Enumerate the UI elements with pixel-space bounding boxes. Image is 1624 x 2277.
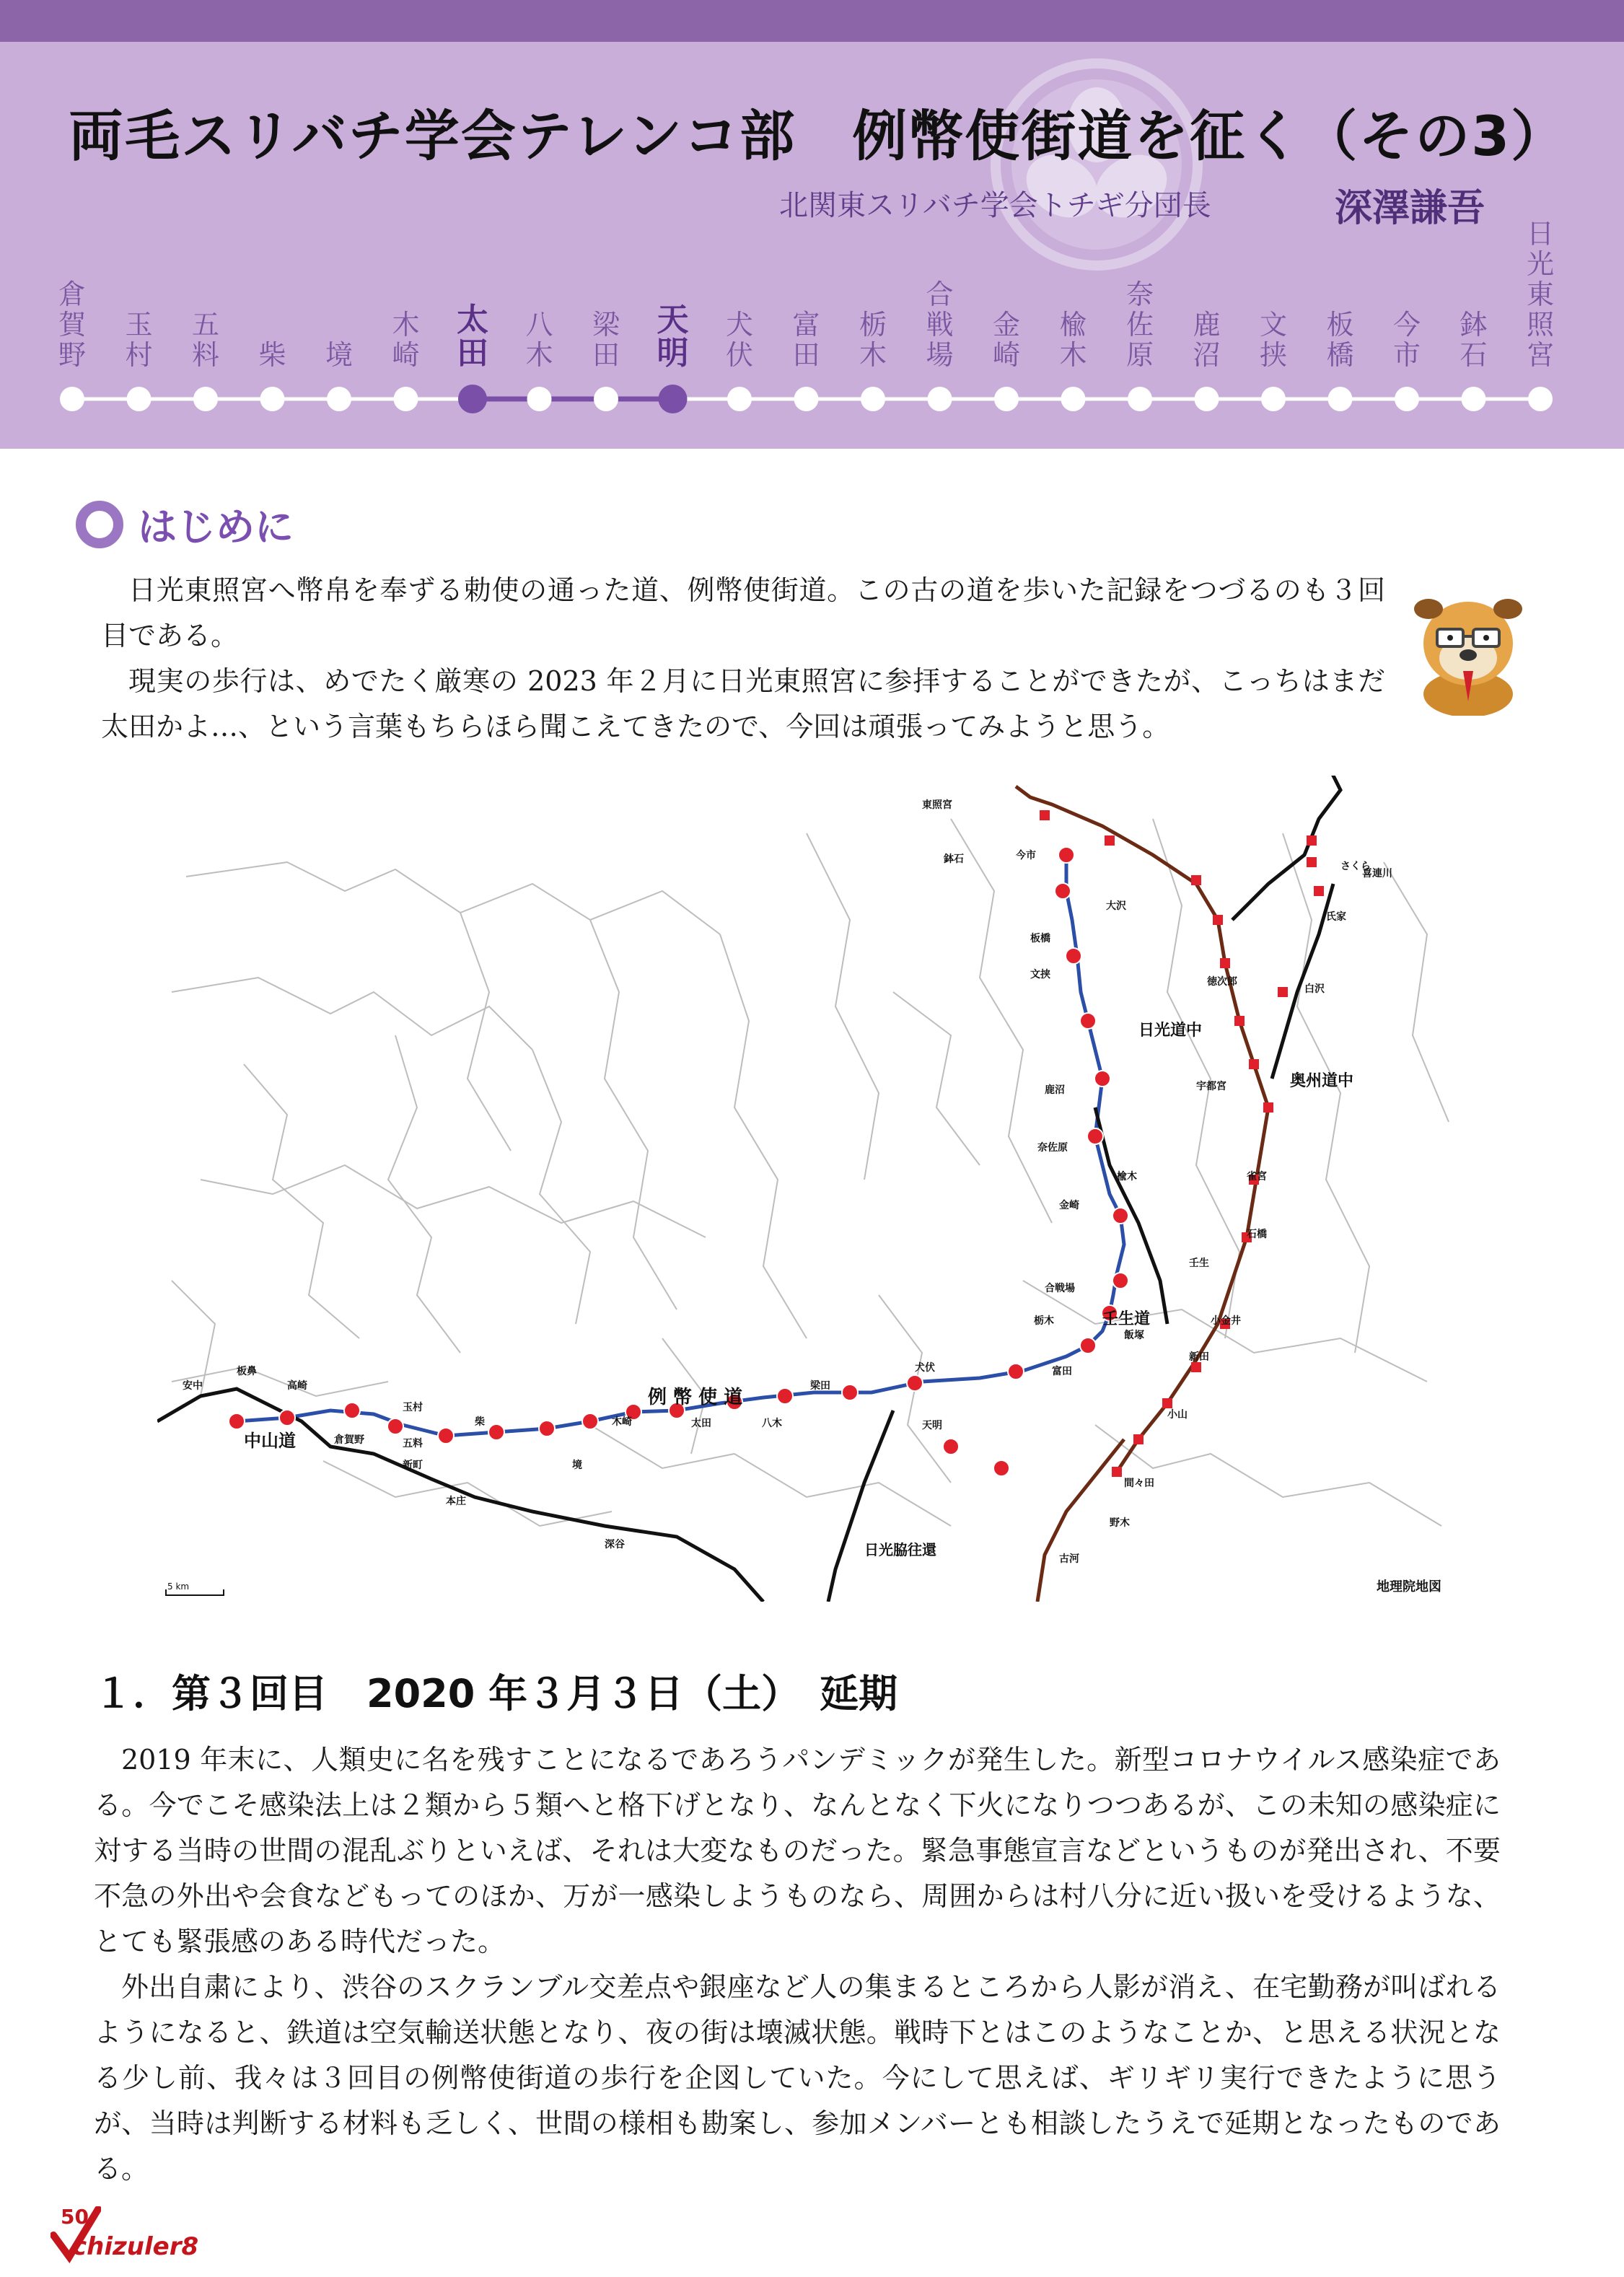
station-dot: [1195, 387, 1219, 411]
post-town-marker: [907, 1375, 923, 1391]
post-town-marker: [1008, 1364, 1024, 1379]
map-station-label: 間々田: [1124, 1478, 1154, 1489]
ring-bullet-icon: [76, 501, 123, 548]
nikko-dochu-label: 日光道中: [1138, 1022, 1203, 1040]
post-town-marker: [1080, 1013, 1096, 1029]
nikko-wakiokan-label: 日光脇往還: [864, 1541, 936, 1558]
station-dot: [727, 387, 752, 411]
intro-heading: [76, 496, 294, 552]
station-label: 楡木: [1059, 309, 1087, 371]
map-station-label: 境: [572, 1460, 582, 1471]
post-town-marker: [387, 1418, 403, 1434]
map-station-label: 板橋: [1030, 933, 1050, 944]
station-label: 犬伏: [725, 309, 753, 371]
station-dot: [60, 387, 84, 411]
station-dot: [861, 387, 885, 411]
map-station-label: 八木: [762, 1418, 782, 1429]
post-town-marker: [1112, 1208, 1128, 1224]
map-station-label: 楡木: [1117, 1171, 1137, 1183]
author-affiliation: 北関東スリバチ学会トチギ分団長: [779, 189, 1211, 222]
mibu-road-label: 壬生道: [1102, 1310, 1151, 1328]
station-dot: [260, 387, 285, 411]
station-dot: [794, 387, 819, 411]
station-dot: [127, 387, 152, 411]
post-town-marker: [993, 1460, 1009, 1476]
station-square-marker: [1112, 1467, 1122, 1477]
reiheishi-route-label: 例 幣 使 道: [648, 1387, 743, 1408]
station-label: 倉賀野: [58, 278, 86, 371]
map-station-label: 文挟: [1030, 969, 1050, 980]
map-station-label: 今市: [1016, 850, 1036, 861]
map-station-label: 高崎: [287, 1380, 307, 1392]
map-station-label: 氏家: [1326, 911, 1346, 923]
map-station-label: 壬生: [1189, 1258, 1209, 1269]
scale-label: 5 km: [167, 1581, 190, 1592]
station-label: 板橋: [1326, 309, 1354, 371]
station-label: 日光東照宮: [1526, 218, 1554, 371]
station-dot: [1128, 387, 1152, 411]
station-label: 八木: [525, 309, 553, 371]
post-town-marker: [1066, 948, 1081, 964]
map-station-label: 栃木: [1034, 1315, 1054, 1327]
map-station-label: 東照宮: [922, 799, 952, 811]
page-footer: [51, 2199, 209, 2264]
station-dot: [1261, 387, 1286, 411]
intro-paragraph-1: 日光東照宮へ幣帛を奉ずる勅使の通った道、例幣使街道。この古の道を歩いた記録をつづるのも３回目である。: [101, 574, 1385, 651]
map-station-label: 白沢: [1304, 983, 1325, 995]
map-station-label: 宇都宮: [1196, 1081, 1226, 1092]
station-label: 木崎: [392, 309, 420, 371]
map-station-label: 板鼻: [237, 1366, 257, 1377]
station-dot: [327, 387, 351, 411]
map-station-label: 奈佐原: [1037, 1142, 1068, 1154]
station-square-marker: [1040, 810, 1050, 820]
station-dot: [994, 387, 1019, 411]
post-town-marker: [943, 1439, 959, 1455]
map-station-label: 合戦場: [1045, 1283, 1075, 1294]
map-station-label: 金崎: [1059, 1200, 1079, 1211]
intro-paragraph-2: 現実の歩行は、めでたく厳寒の 2023 年２月に日光東照宮に参拝することができたが、こっちはまだ太田かよ…、という言葉もちらほら聞こえてきたので、今回は頑張ってみようと思う。: [101, 665, 1385, 742]
map-station-label: 安中: [183, 1380, 203, 1392]
station-label: 太田: [457, 302, 488, 372]
map-station-label: 本庄: [446, 1496, 466, 1507]
station-route-strip: [0, 0, 1624, 449]
station-dot: [659, 385, 688, 413]
station-square-marker: [1191, 1362, 1201, 1372]
map-station-label: 天明: [922, 1420, 942, 1431]
station-dot: [1328, 387, 1353, 411]
station-label: 栃木: [859, 309, 887, 371]
station-square-marker: [1307, 857, 1317, 867]
station-label: 玉村: [125, 309, 153, 371]
section-1-paragraph-1: 2019 年末に、人類史に名を残すことになるであろうパンデミックが発生した。新型コロナウイルス感染症である。今でこそ感染法上は２類から５類へと格下げとなり、なんとなく下火になりつつあるが、この未知の感染症に対する当時の世間の混乱ぶりといえば、それは大変なものだった。緊急事態宣言などというものが発出され、不要不急の外出や会食などもってのほか、万が一感染しようものなら、周囲からは村八分に近い扱いを受けるような、とても緊張感のある時代だった。: [94, 1744, 1501, 1957]
station-dot: [594, 387, 618, 411]
section-1-paragraph-2: 外出自粛により、渋谷のスクランブル交差点や銀座など人の集まるところから人影が消え、在宅勤務が叫ばれるようになると、鉄道は空気輸送状態となり、夜の街は壊滅状態。戦時下とはこのようなことか、と思える状況となる少し前、我々は３回目の例幣使街道の歩行を企図していた。今にして思えば、ギリギリ実行できたように思うが、当時は判断する材料も乏しく、世間の様相も勘案し、参加メンバーとも相談したうえで延期となったものである。: [94, 1971, 1501, 2185]
post-town-marker: [777, 1388, 793, 1404]
post-town-marker: [539, 1421, 555, 1436]
station-label: 天明: [657, 302, 689, 372]
map-station-label: 深谷: [605, 1539, 625, 1550]
station-square-marker: [1234, 1016, 1245, 1026]
map-station-label: 五料: [403, 1438, 423, 1449]
station-label: 境: [325, 339, 353, 371]
route-map: [157, 776, 1456, 1602]
post-town-marker: [344, 1403, 360, 1418]
station-square-marker: [1314, 886, 1324, 896]
post-town-marker: [1080, 1338, 1096, 1354]
post-town-marker: [582, 1413, 598, 1429]
map-station-label: 玉村: [403, 1402, 423, 1413]
map-station-label: 雀宮: [1247, 1171, 1267, 1183]
station-label: 富田: [792, 309, 820, 371]
station-square-marker: [1213, 915, 1223, 925]
map-station-label: 大沢: [1106, 900, 1126, 912]
page-number: 50: [61, 2205, 89, 2229]
section-1-heading: １．第３回目 2020 年３月３日（土） 延期: [94, 1671, 898, 1716]
map-station-label: 小山: [1167, 1409, 1188, 1421]
station-square-marker: [1278, 987, 1288, 997]
post-town-marker: [1058, 847, 1074, 863]
map-station-label: 木崎: [612, 1416, 632, 1428]
map-station-label: 新田: [1189, 1351, 1209, 1363]
station-square-marker: [1263, 1102, 1273, 1113]
map-station-label: 鹿沼: [1045, 1084, 1065, 1096]
station-dot: [1395, 387, 1419, 411]
magazine-brand: chizuler8: [72, 2232, 199, 2261]
map-station-label: 新町: [403, 1460, 423, 1471]
station-label: 奈佐原: [1125, 278, 1154, 371]
station-label: 合戦場: [926, 278, 954, 371]
page-title: 両毛スリバチ学会テレンコ部 例幣使街道を征く（その3）: [69, 104, 1568, 168]
station-label: 梁田: [592, 309, 620, 371]
post-town-marker: [1112, 1273, 1128, 1289]
station-label: 金崎: [992, 309, 1020, 371]
station-square-marker: [1220, 958, 1230, 968]
station-label: 柴: [258, 339, 286, 371]
bulldog-mascot-icon: [1414, 586, 1522, 716]
station-dot: [458, 385, 487, 413]
map-station-label: 柴: [475, 1416, 485, 1428]
map-station-label: 古河: [1059, 1553, 1079, 1565]
post-town-marker: [438, 1428, 454, 1444]
station-dot: [394, 387, 418, 411]
station-label: 文挟: [1259, 309, 1287, 371]
nakasendo-label: 中山道: [244, 1431, 296, 1451]
map-station-label: 喜連川: [1362, 868, 1392, 879]
station-square-marker: [1191, 875, 1201, 885]
post-town-marker: [1087, 1128, 1103, 1144]
map-station-label: 石橋: [1247, 1229, 1267, 1240]
station-square-marker: [1133, 1434, 1144, 1444]
intro-heading-text: はじめに: [138, 504, 294, 550]
station-dot: [1061, 387, 1086, 411]
map-station-label: 小金井: [1211, 1315, 1241, 1327]
station-square-marker: [1105, 835, 1115, 846]
post-town-marker: [1094, 1071, 1110, 1087]
map-credit: 地理院地図: [1377, 1579, 1441, 1594]
map-station-label: 飯塚: [1124, 1330, 1144, 1341]
station-square-marker: [1307, 835, 1317, 846]
map-station-label: 野木: [1110, 1517, 1130, 1529]
oshu-dochu-label: 奥州道中: [1290, 1072, 1354, 1090]
author-name: 深澤謙吾: [1335, 187, 1485, 230]
post-town-marker: [488, 1424, 504, 1440]
station-label: 五料: [191, 309, 219, 371]
station-label: 今市: [1392, 309, 1421, 371]
station-square-marker: [1249, 1059, 1259, 1069]
post-town-marker: [1055, 883, 1071, 899]
map-station-label: さくら: [1340, 861, 1371, 872]
map-station-label: 鉢石: [944, 854, 964, 865]
station-dot: [1528, 387, 1553, 411]
post-town-marker: [229, 1413, 245, 1429]
map-station-label: 梁田: [810, 1380, 830, 1392]
station-dot: [193, 387, 218, 411]
map-station-label: 富田: [1052, 1366, 1072, 1377]
station-label: 鉢石: [1460, 309, 1488, 371]
map-station-label: 犬伏: [915, 1362, 935, 1374]
map-station-label: 倉賀野: [334, 1434, 364, 1446]
map-station-label: 徳次郎: [1207, 976, 1237, 988]
station-line: [0, 0, 1624, 449]
post-town-marker: [279, 1410, 295, 1426]
station-dot: [928, 387, 952, 411]
post-town-marker: [842, 1385, 858, 1400]
station-square-marker: [1162, 1398, 1172, 1408]
map-station-label: 太田: [691, 1418, 711, 1429]
station-dot: [1462, 387, 1486, 411]
station-label: 鹿沼: [1193, 309, 1221, 371]
station-dot: [527, 387, 552, 411]
